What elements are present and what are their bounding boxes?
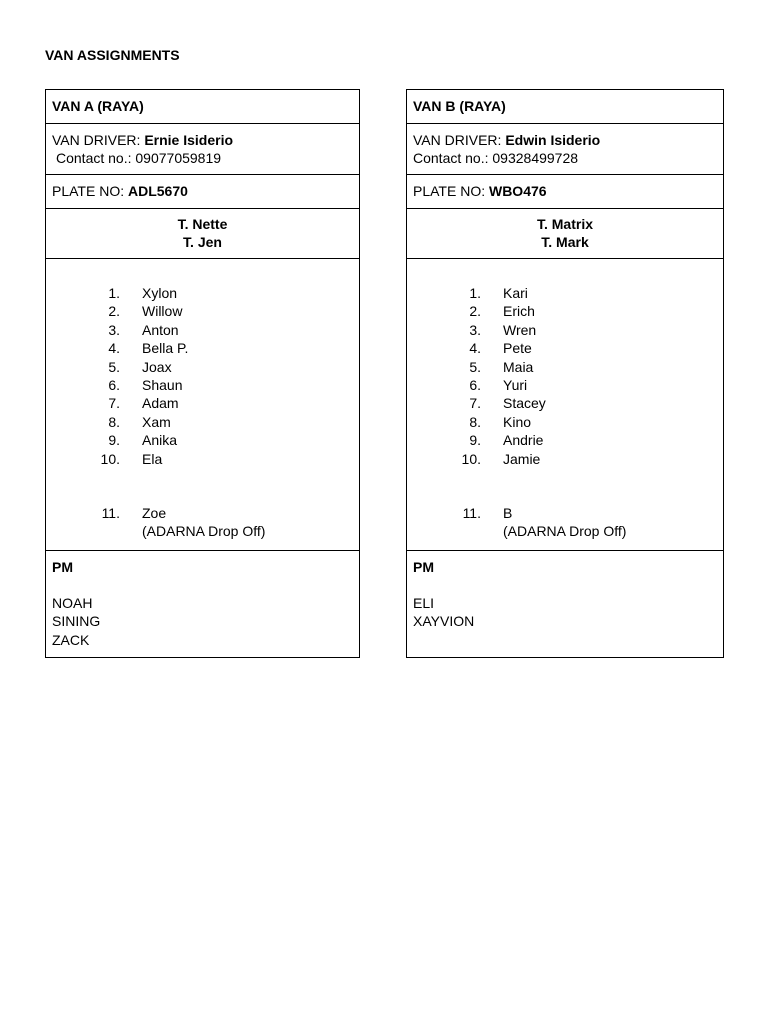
pm-list xyxy=(52,594,353,649)
item-number: 6. xyxy=(108,377,120,394)
student-name: Erich xyxy=(503,303,535,320)
teachers-cell xyxy=(46,209,359,259)
student-name: Zoe xyxy=(142,505,167,522)
pm-student: NOAH xyxy=(52,595,93,611)
student-name: Andrie xyxy=(503,432,544,449)
drop-off-note: (ADARNA Drop Off) xyxy=(503,523,627,540)
plate-number: WBO476 xyxy=(488,183,547,199)
students-cell xyxy=(407,259,723,551)
list-item xyxy=(52,302,353,320)
student-name: Maia xyxy=(503,358,534,375)
student-name: Kino xyxy=(503,413,532,430)
teacher-name: T. Matrix xyxy=(536,216,593,232)
contact-label: Contact no.: xyxy=(413,150,489,166)
list-item xyxy=(52,339,353,357)
item-number: 11. xyxy=(462,505,481,522)
teacher-name: T. Jen xyxy=(183,234,222,250)
item-number: 7. xyxy=(108,395,120,412)
van-a-table xyxy=(45,89,360,658)
student-name: Pete xyxy=(503,340,532,357)
van-driver-cell xyxy=(46,124,359,175)
item-number: 4. xyxy=(469,340,481,357)
item-number: 8. xyxy=(469,413,481,430)
item-number: 11. xyxy=(101,505,120,522)
list-item xyxy=(52,431,353,449)
list-item xyxy=(413,376,717,394)
item-number: 1. xyxy=(108,285,120,301)
student-name: Adam xyxy=(142,395,179,412)
drop-off-note: (ADARNA Drop Off) xyxy=(142,523,266,540)
student-name: Anton xyxy=(142,321,179,338)
item-number: 3. xyxy=(469,321,481,338)
list-item xyxy=(52,321,353,339)
list-item xyxy=(413,302,717,320)
page-title: VAN ASSIGNMENTS xyxy=(45,47,180,63)
driver-name: Ernie Isiderio xyxy=(144,132,234,148)
student-name: B xyxy=(503,505,513,522)
plate-cell xyxy=(407,175,723,209)
list-item xyxy=(413,284,717,302)
contact-label: Contact no.: xyxy=(56,150,132,166)
list-item xyxy=(52,394,353,412)
item-number: 3. xyxy=(108,321,120,338)
van-title: VAN A (RAYA) xyxy=(46,90,359,124)
student-name: Xam xyxy=(142,413,171,430)
driver-label: VAN DRIVER: xyxy=(52,132,141,148)
van-title: VAN B (RAYA) xyxy=(407,90,723,124)
teacher-name: T. Nette xyxy=(177,216,228,232)
student-name: Wren xyxy=(503,321,537,338)
pm-list xyxy=(413,594,717,631)
teacher-name: T. Mark xyxy=(541,234,589,250)
van-b-table xyxy=(406,89,724,658)
item-number: 5. xyxy=(469,358,481,375)
item-number: 6. xyxy=(469,377,481,394)
list-item xyxy=(52,504,353,541)
list-item xyxy=(413,358,717,376)
list-item xyxy=(52,284,353,302)
students-cell xyxy=(46,259,359,551)
van-driver-cell xyxy=(407,124,723,175)
item-number: 10. xyxy=(100,450,120,467)
contact-number: 09077059819 xyxy=(135,150,222,166)
item-number: 8. xyxy=(108,413,120,430)
list-item xyxy=(413,504,717,541)
pm-student: XAYVION xyxy=(413,613,475,630)
item-number: 9. xyxy=(469,432,481,449)
student-list xyxy=(52,284,353,468)
student-name: Willow xyxy=(142,303,183,320)
student-name: Stacey xyxy=(503,395,546,412)
student-name: Ela xyxy=(142,450,163,467)
teachers-cell xyxy=(407,209,723,259)
plate-cell xyxy=(46,175,359,209)
list-item xyxy=(52,376,353,394)
list-item xyxy=(413,413,717,431)
list-item xyxy=(413,321,717,339)
pm-label: PM xyxy=(413,559,434,575)
item-number: 5. xyxy=(108,358,120,375)
plate-label: PLATE NO: xyxy=(52,183,125,199)
list-item xyxy=(413,394,717,412)
student-name: Anika xyxy=(142,432,178,449)
item-number: 1. xyxy=(469,285,481,301)
driver-label: VAN DRIVER: xyxy=(413,132,502,148)
student-name: Bella P. xyxy=(142,340,189,357)
pm-cell xyxy=(407,551,723,657)
item-number: 10. xyxy=(461,450,481,467)
student-name: Joax xyxy=(142,358,172,375)
pm-cell xyxy=(46,551,359,657)
student-name: Jamie xyxy=(503,450,541,467)
plate-number: ADL5670 xyxy=(127,183,188,199)
plate-label: PLATE NO: xyxy=(413,183,486,199)
list-item xyxy=(52,450,353,468)
pm-student: SINING xyxy=(52,613,101,630)
student-list xyxy=(413,284,717,468)
item-number: 2. xyxy=(469,303,481,320)
list-item xyxy=(52,413,353,431)
student-name: Yuri xyxy=(503,377,528,394)
list-item xyxy=(413,339,717,357)
list-item xyxy=(413,431,717,449)
student-name: Kari xyxy=(503,285,528,301)
item-number: 7. xyxy=(469,395,481,412)
pm-student: ZACK xyxy=(52,631,90,648)
student-name: Xylon xyxy=(142,285,178,301)
driver-name: Edwin Isiderio xyxy=(505,132,601,148)
student-name: Shaun xyxy=(142,377,183,394)
list-item xyxy=(413,450,717,468)
contact-number: 09328499728 xyxy=(492,150,579,166)
list-item xyxy=(52,358,353,376)
item-number: 9. xyxy=(108,432,120,449)
item-number: 2. xyxy=(108,303,120,320)
pm-label: PM xyxy=(52,559,73,575)
pm-student: ELI xyxy=(413,595,435,611)
item-number: 4. xyxy=(108,340,120,357)
